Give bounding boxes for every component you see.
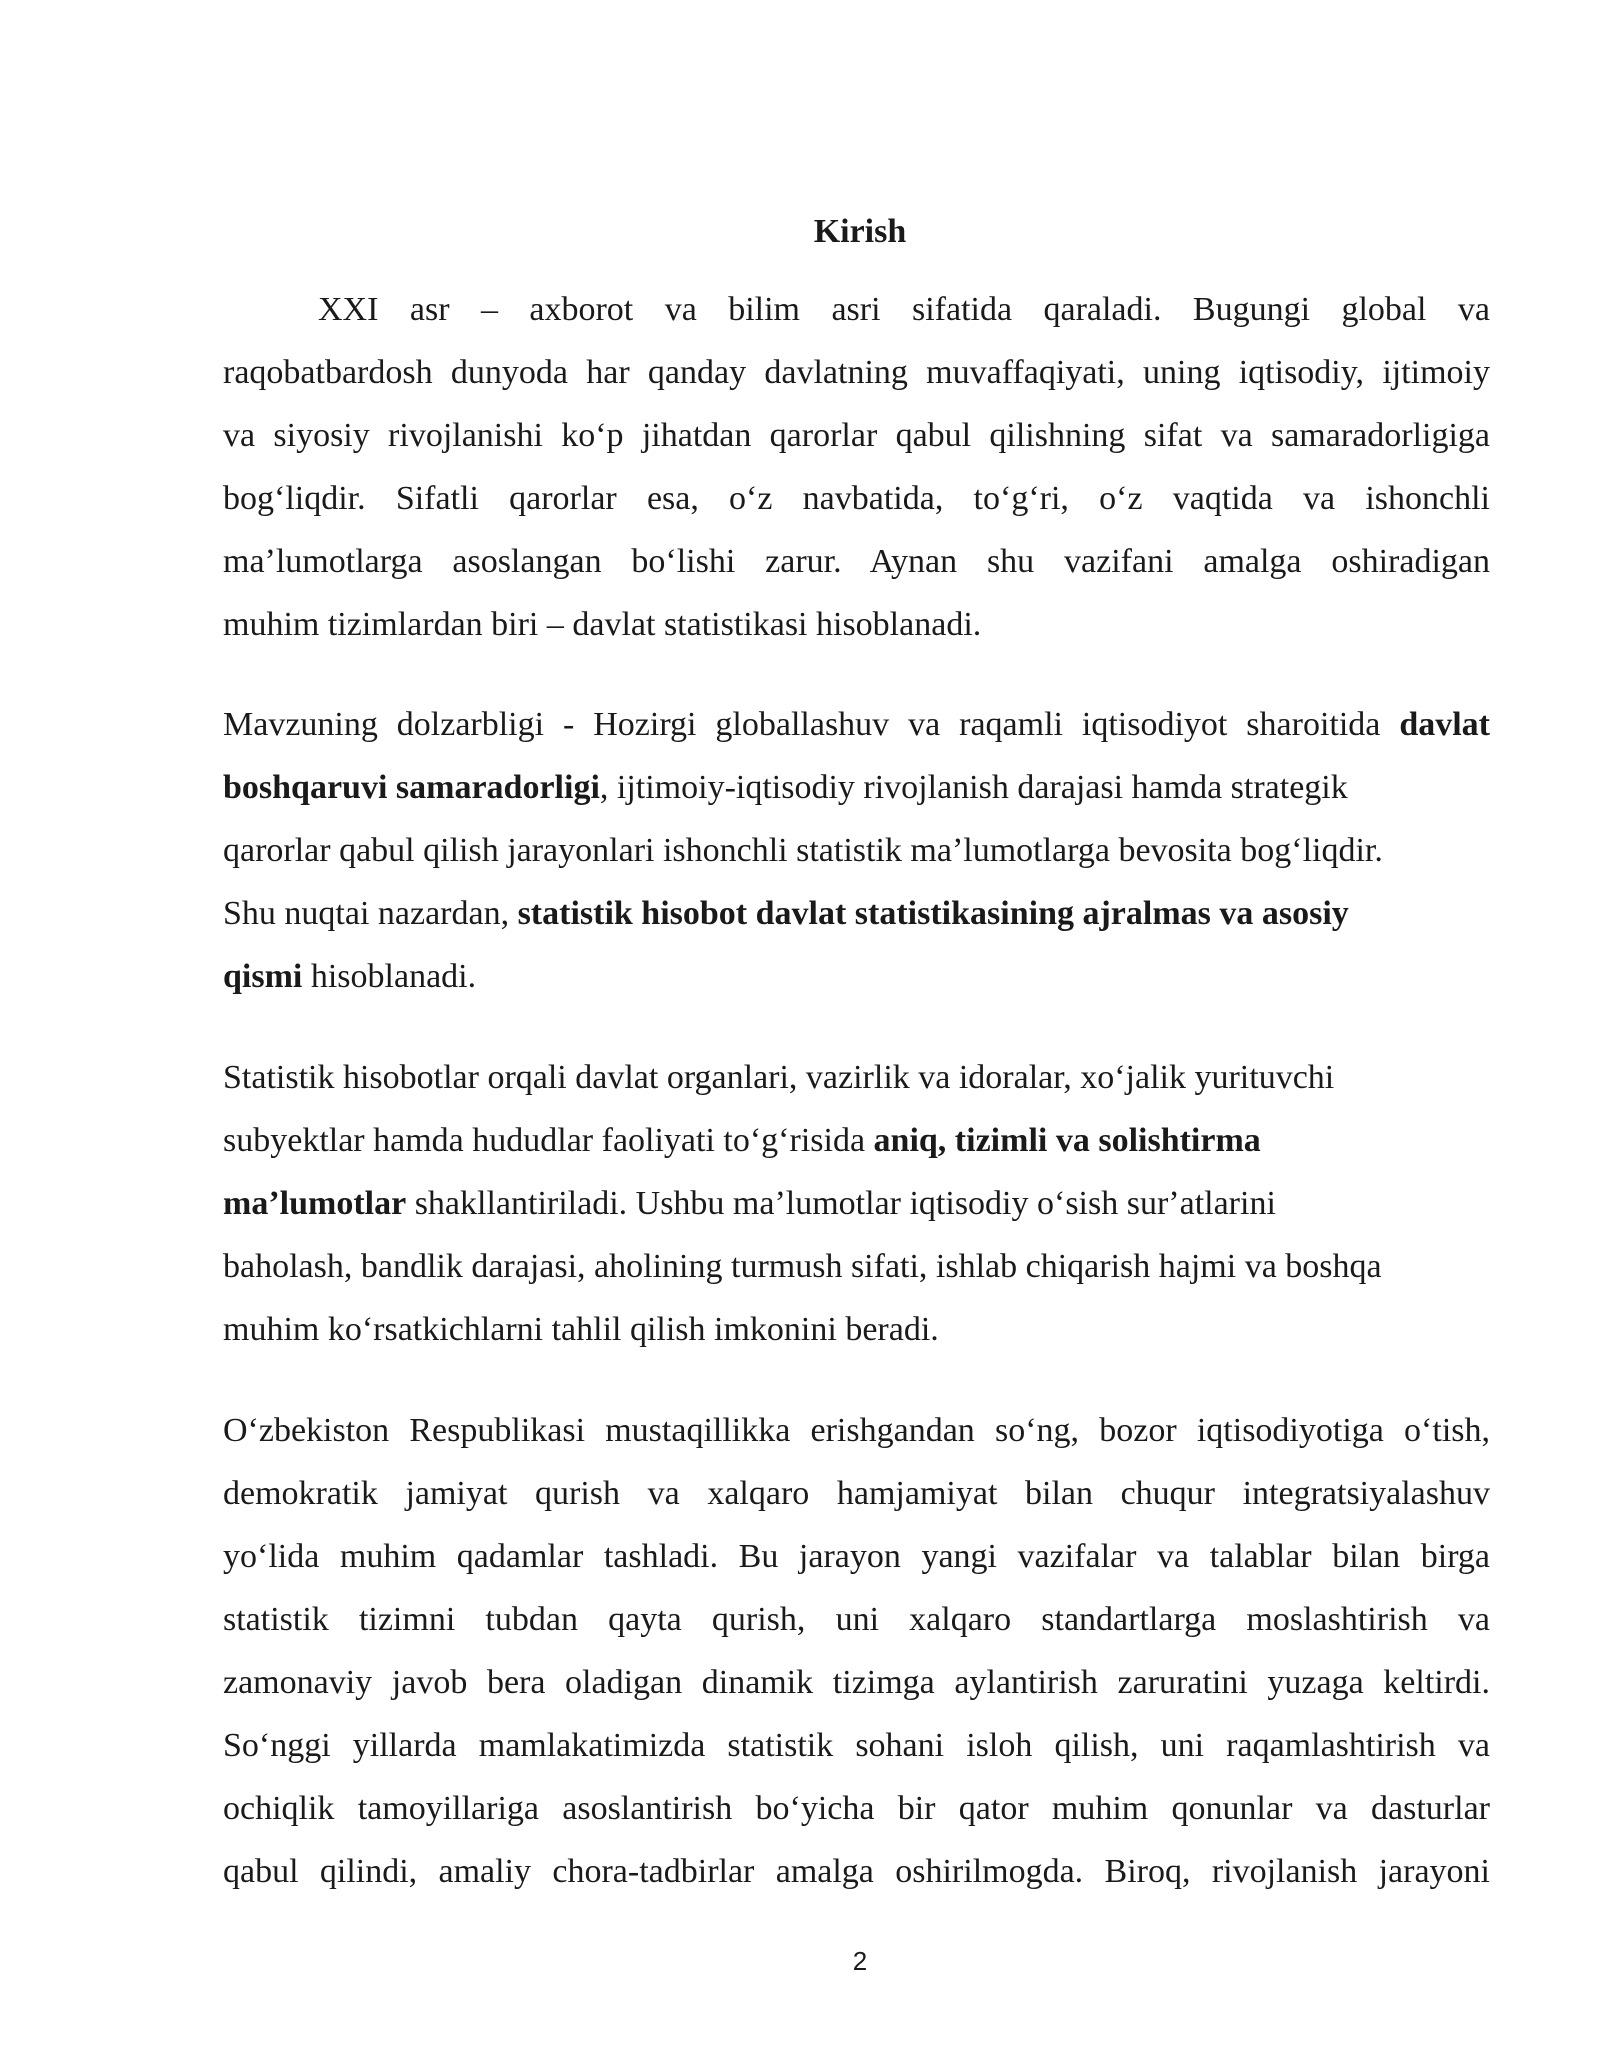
text-line	[223, 1184, 1490, 1224]
text-line: Statistik hisobotlar orqali davlat organlari, vazirlik va idoralar, xoʻjalik yurituvchi	[223, 1059, 1335, 1096]
text-run: , ijtimoiy-iqtisodiy rivojlanish darajasi hamda strategik	[599, 769, 1348, 806]
text-line: ochiqlik tamoyillariga asoslantirish boʻyicha bir qator muhim qonunlar va dasturlar	[223, 1790, 1490, 1827]
bold-text: maʼlumotlar	[223, 1185, 407, 1222]
bold-text: statistik hisobot davlat statistikasining ajralmas va asosiy	[517, 895, 1349, 932]
text-run: subyektlar hamda hududlar faoliyati toʻgʻrisida	[223, 1122, 874, 1159]
page-title: Kirish	[813, 213, 907, 250]
text-line: muhim tizimlardan biri – davlat statistikasi hisoblanadi.	[223, 606, 982, 643]
text-line: Soʻnggi yillarda mamlakatimizda statistik sohani isloh qilish, uni raqamlashtirish va	[223, 1727, 1490, 1764]
bold-text: aniq, tizimli va solishtirma	[873, 1122, 1261, 1159]
text-line: raqobatbardosh dunyoda har qanday davlatning muvaffaqiyati, uning iqtisodiy, ijtimoiy	[223, 354, 1490, 391]
text-run: shakllantiriladi. Ushbu maʼlumotlar iqtisodiy oʻsish surʼatlarini	[406, 1185, 1276, 1222]
text-line: qarorlar qabul qilish jarayonlari ishonchli statistik maʼlumotlarga bevosita bogʻliqdir.	[223, 832, 1383, 869]
bold-text: davlat	[1399, 706, 1490, 743]
text-line: XXI asr – axborot va bilim asri sifatida qaraladi. Bugungi global va	[318, 291, 1490, 328]
text-line: statistik tizimni tubdan qayta qurish, uni xalqaro standartlarga moslashtirish va	[223, 1601, 1490, 1638]
text-line: zamonaviy javob bera oladigan dinamik tizimga aylantirish zaruratini yuzaga keltirdi.	[223, 1664, 1490, 1701]
text-line	[223, 768, 1490, 808]
text-line: muhim koʻrsatkichlarni tahlil qilish imkonini beradi.	[223, 1311, 939, 1348]
text-line: maʼlumotlarga asoslangan boʻlishi zarur. Aynan shu vazifani amalga oshiradigan	[223, 543, 1490, 580]
bold-text: qismi	[223, 958, 303, 995]
bold-text: boshqaruvi samaradorligi	[223, 769, 600, 806]
text-line: Oʻzbekiston Respublikasi mustaqillikka erishgandan soʻng, bozor iqtisodiyotiga oʻtish,	[223, 1412, 1490, 1449]
text-line: bogʻliqdir. Sifatli qarorlar esa, oʻz navbatida, toʻgʻri, oʻz vaqtida va ishonchli	[223, 480, 1490, 517]
text-line	[223, 957, 1490, 997]
text-line: yoʻlida muhim qadamlar tashladi. Bu jarayon yangi vazifalar va talablar bilan birga	[223, 1538, 1490, 1575]
page-number: 2	[852, 1946, 868, 1976]
text-line: va siyosiy rivojlanishi koʻp jihatdan qarorlar qabul qilishning sifat va samaradorligiga	[223, 417, 1490, 454]
text-run: Shu nuqtai nazardan,	[223, 895, 518, 932]
text-run: hisoblanadi.	[302, 958, 477, 995]
text-line: qabul qilindi, amaliy chora-tadbirlar amalga oshirilmogda. Biroq, rivojlanish jarayoni	[223, 1853, 1490, 1890]
text-line: demokratik jamiyat qurish va xalqaro hamjamiyat bilan chuqur integratsiyalashuv	[223, 1475, 1490, 1512]
text-line	[223, 1121, 1490, 1161]
text-line	[223, 894, 1490, 934]
text-line	[223, 705, 1490, 745]
text-run: Mavzuning dolzarbligi - Hozirgi globallashuv va raqamli iqtisodiyot sharoitida	[223, 706, 1400, 743]
text-line: baholash, bandlik darajasi, aholining turmush sifati, ishlab chiqarish hajmi va boshqa	[223, 1248, 1382, 1285]
